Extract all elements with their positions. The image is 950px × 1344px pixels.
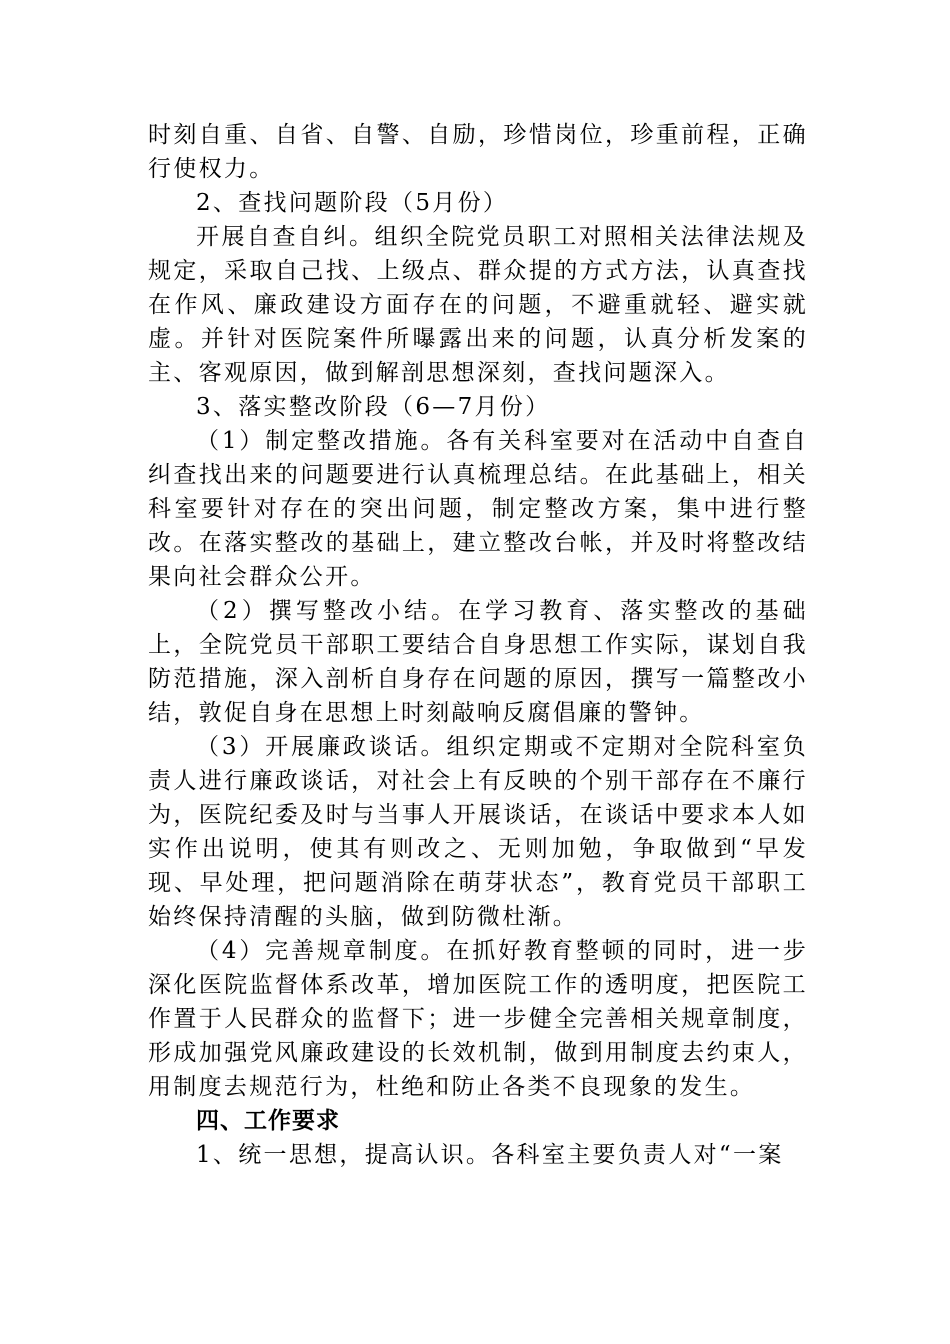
section-heading-work-requirements: 四、工作要求	[196, 1108, 340, 1134]
document-page	[148, 118, 808, 1172]
paragraph-unify-thinking: 1、统一思想，提高认识。各科室主要负责人对“一案	[196, 1142, 784, 1168]
subsection-title-find-problems: 2、查找问题阶段（5月份）	[196, 190, 509, 216]
paragraph-integrity-talks: （3）开展廉政谈话。组织定期或不定期对全院科室负责人进行廉政谈话，对社会上有反映的个别干部存在不廉行为，医院纪委及时与当事人开展谈话，在谈话中要求本人如实作出说明，使其有则改之、无则加勉，争取做到“早发现、早处理，把问题消除在萌芽状态”，教育党员干部职工始终保持清醒的头脑，做到防微杜渐。	[148, 734, 808, 930]
paragraph-rectification-summary: （2）撰写整改小结。在学习教育、落实整改的基础上，全院党员干部职工要结合自身思想工作实际，谋划自我防范措施，深入剖析自身存在问题的原因，撰写一篇整改小结，敦促自身在思想上时刻敲响反腐倡廉的警钟。	[148, 598, 808, 726]
paragraph-self-inspection: 开展自查自纠。组织全院党员职工对照相关法律法规及规定，采取自己找、上级点、群众提的方式方法，认真查找在作风、廉政建设方面存在的问题，不避重就轻、避实就虚。并针对医院案件所曝露出来的问题，认真分析发案的主、客观原因，做到解剖思想深刻，查找问题深入。	[148, 224, 808, 386]
subsection-title-rectification: 3、落实整改阶段（6—7月份）	[196, 394, 551, 420]
paragraph-rectification-measures: （1）制定整改措施。各有关科室要对在活动中自查自纠查找出来的问题要进行认真梳理总结。在此基础上，相关科室要针对存在的突出问题，制定整改方案，集中进行整改。在落实整改的基础上，建立整改台帐，并及时将整改结果向社会群众公开。	[148, 428, 808, 590]
paragraph-continuation: 时刻自重、自省、自警、自励，珍惜岗位，珍重前程，正确行使权力。	[148, 122, 808, 182]
paragraph-improve-rules: （4）完善规章制度。在抓好教育整顿的同时，进一步深化医院监督体系改革，增加医院工作的透明度，把医院工作置于人民群众的监督下；进一步健全完善相关规章制度，形成加强党风廉政建设的长效机制，做到用制度去约束人，用制度去规范行为，杜绝和防止各类不良现象的发生。	[148, 938, 808, 1100]
